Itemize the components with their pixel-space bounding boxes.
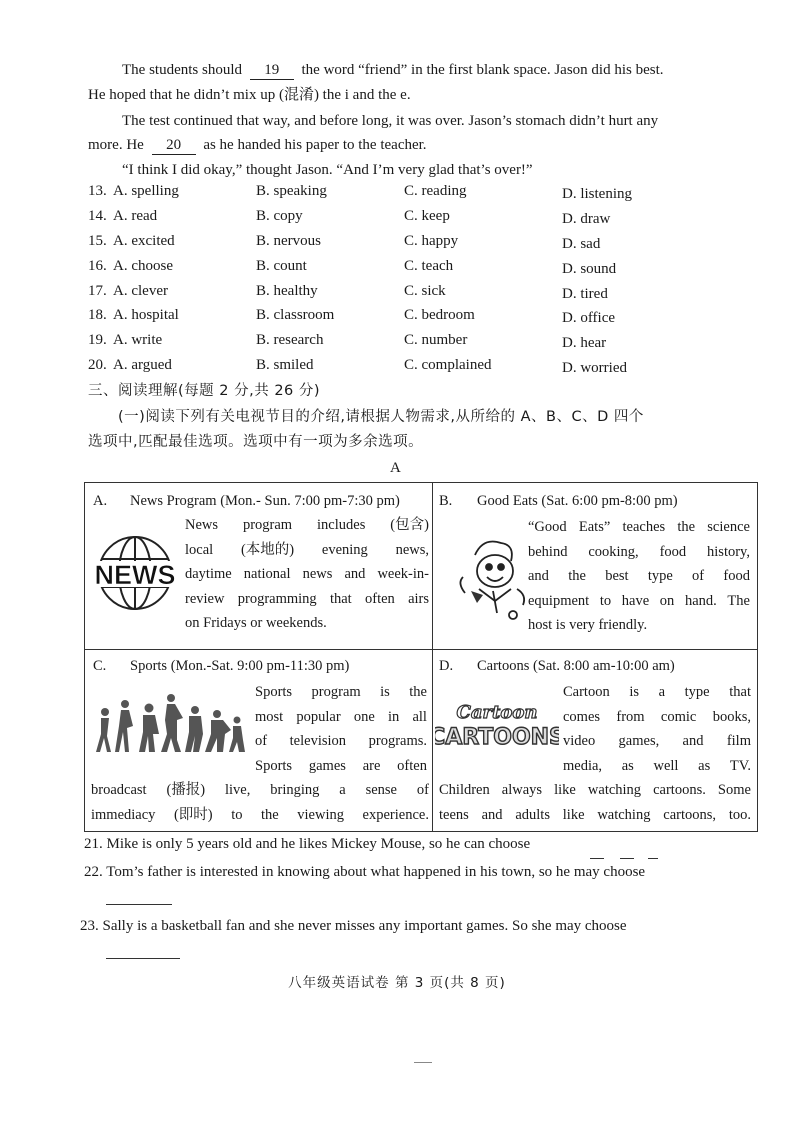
chef-cartoon-icon <box>453 533 533 625</box>
description-line: “Good Eats” teaches the science <box>528 519 750 535</box>
option-d: D. hear <box>562 335 607 351</box>
sports-silhouettes-icon <box>91 690 247 760</box>
description-line: Sports program is the <box>255 684 427 700</box>
passage-line-1 <box>122 58 664 82</box>
question-23: 23. Sally is a basketball fan and she never misses any important games. So she may choose <box>80 918 627 934</box>
news-logo-text: NEWS <box>94 560 176 590</box>
option-number-and-a: 19. <box>88 332 107 348</box>
option-a: A. argued <box>113 357 172 373</box>
section-title: 三、阅读理解(每题 2 分,共 26 分) <box>88 383 321 399</box>
option-a: A. read <box>113 208 158 224</box>
passage-text: as he handed his paper to the teacher. <box>203 137 427 153</box>
program-c <box>85 650 432 831</box>
description-line: Cartoon is a type that <box>563 684 751 700</box>
page-footer: 八年级英语试卷 第 3 页(共 8 页) <box>288 975 506 991</box>
option-row <box>88 233 648 257</box>
description-line: immediacy (即时) to the viewing experience. <box>91 806 429 823</box>
option-a: A. write <box>113 332 163 348</box>
scan-mark <box>414 1062 432 1063</box>
option-c: C. sick <box>404 283 446 299</box>
passage-text: more. He <box>88 137 144 153</box>
option-a: A. choose <box>113 258 173 274</box>
option-number-and-a: 18. <box>88 307 107 323</box>
passage-line-3: The test continued that way, and before long, it was over. Jason’s stomach didn’t hurt any <box>122 113 659 129</box>
description-line: of television programs. <box>255 733 427 749</box>
description-line: behind cooking, food history, <box>528 543 750 560</box>
description-line: on Fridays or weekends. <box>185 615 327 631</box>
option-b: B. healthy <box>256 283 318 299</box>
option-a: A. hospital <box>113 307 179 323</box>
option-number-and-a: 13. <box>88 183 107 199</box>
option-row <box>88 283 648 307</box>
option-b: B. research <box>256 332 324 348</box>
passage-text: the word “friend” in the first blank space. Jason did his best. <box>301 62 664 78</box>
option-b: B. smiled <box>256 357 314 373</box>
passage-text: The students should <box>122 62 242 78</box>
description-line: Sports games are often <box>255 757 427 774</box>
program-c-letter: C. <box>93 658 107 674</box>
option-d: D. tired <box>562 286 608 302</box>
program-d-title: Cartoons (Sat. 8:00 am-10:00 am) <box>477 658 675 674</box>
program-d <box>433 650 757 831</box>
program-d-letter: D. <box>439 658 454 674</box>
option-b: B. count <box>256 258 307 274</box>
description-line: News program includes (包含) <box>185 517 429 533</box>
option-b: B. speaking <box>256 183 327 199</box>
description-line: broadcast (播报) live, bringing a sense of <box>91 782 429 798</box>
option-c: C. bedroom <box>404 307 475 323</box>
program-a <box>85 483 432 649</box>
program-b-title: Good Eats (Sat. 6:00 pm-8:00 pm) <box>477 493 678 509</box>
option-a: A. clever <box>113 283 168 299</box>
option-a: A. spelling <box>113 183 179 199</box>
description-line: daytime national news and week-in- <box>185 566 429 582</box>
option-number-and-a: 17. <box>88 283 107 299</box>
program-a-title: News Program (Mon.- Sun. 7:00 pm-7:30 pm) <box>130 493 400 509</box>
description-line: equipment to have on hand. The <box>528 592 750 609</box>
option-row <box>88 208 648 232</box>
blank-19: 19 <box>250 61 294 80</box>
option-c: C. number <box>404 332 468 348</box>
option-b: B. classroom <box>256 307 335 323</box>
description-line: Children always like watching cartoons. Some <box>439 782 751 798</box>
option-number-and-a: 20. <box>88 357 107 373</box>
option-row <box>88 307 648 331</box>
question-22: 22. Tom’s father is interested in knowing about what happened in his town, so he may choose <box>84 864 646 880</box>
option-c: C. happy <box>404 233 459 249</box>
passage-line-2: He hoped that he didn’t mix up (混淆) the i and the e. <box>88 87 411 103</box>
option-d: D. office <box>562 310 616 326</box>
description-line: and the best type of food <box>528 568 750 584</box>
passage-line-5: “I think I did okay,” thought Jason. “And I’m very glad that’s over!” <box>122 162 533 178</box>
section-instruction-2: 选项中,匹配最佳选项。选项中有一项为多余选项。 <box>88 434 424 450</box>
option-a: A. excited <box>113 233 175 249</box>
question-21: 21. Mike is only 5 years old and he likes Mickey Mouse, so he can choose <box>84 836 531 852</box>
option-c: C. complained <box>404 357 492 373</box>
description-line: teens and adults like watching cartoons, too. <box>439 806 751 823</box>
description-line: host is very friendly. <box>528 617 648 633</box>
program-b <box>433 483 757 649</box>
option-row <box>88 258 648 282</box>
option-number-and-a: 15. <box>88 233 107 249</box>
option-d: D. sad <box>562 236 601 252</box>
news-logo-icon <box>88 529 182 615</box>
option-number-and-a: 16. <box>88 258 107 274</box>
option-row <box>88 332 648 356</box>
program-grid <box>84 482 758 832</box>
answer-blank-22 <box>106 904 172 905</box>
option-d: D. worried <box>562 360 627 376</box>
description-line: comes from comic books, <box>563 708 751 725</box>
cartoons-logo-main-text: CARTOONS <box>435 725 559 750</box>
program-c-title: Sports (Mon.-Sat. 9:00 pm-11:30 pm) <box>130 658 350 674</box>
answer-blank-21 <box>648 858 658 859</box>
answer-blank-23 <box>106 958 180 959</box>
description-line: media, as well as TV. <box>563 757 751 774</box>
option-d: D. sound <box>562 261 617 277</box>
description-line: local (本地的) evening news, <box>185 541 429 558</box>
answer-blank-21 <box>620 858 634 859</box>
option-number-and-a: 14. <box>88 208 107 224</box>
option-b: B. nervous <box>256 233 321 249</box>
option-b: B. copy <box>256 208 303 224</box>
part-label: A <box>390 460 401 476</box>
answer-blank-21 <box>590 858 604 859</box>
option-c: C. keep <box>404 208 450 224</box>
description-line: most popular one in all <box>255 708 427 725</box>
option-c: C. teach <box>404 258 454 274</box>
program-a-letter: A. <box>93 493 108 509</box>
option-row <box>88 357 648 381</box>
cartoons-logo-icon <box>435 698 559 752</box>
option-d: D. draw <box>562 211 611 227</box>
section-instruction-1: (一)阅读下列有关电视节目的介绍,请根据人物需求,从所给的 A、B、C、D 四个 <box>118 409 644 425</box>
passage-line-4 <box>88 133 427 157</box>
program-b-letter: B. <box>439 493 453 509</box>
description-line: review programming that often airs <box>185 590 429 607</box>
option-row <box>88 183 648 207</box>
blank-20: 20 <box>152 136 196 155</box>
description-line: video games, and film <box>563 733 751 749</box>
option-c: C. reading <box>404 183 467 199</box>
cartoons-logo-small-text: Cartoon <box>456 702 538 723</box>
option-d: D. listening <box>562 186 632 202</box>
